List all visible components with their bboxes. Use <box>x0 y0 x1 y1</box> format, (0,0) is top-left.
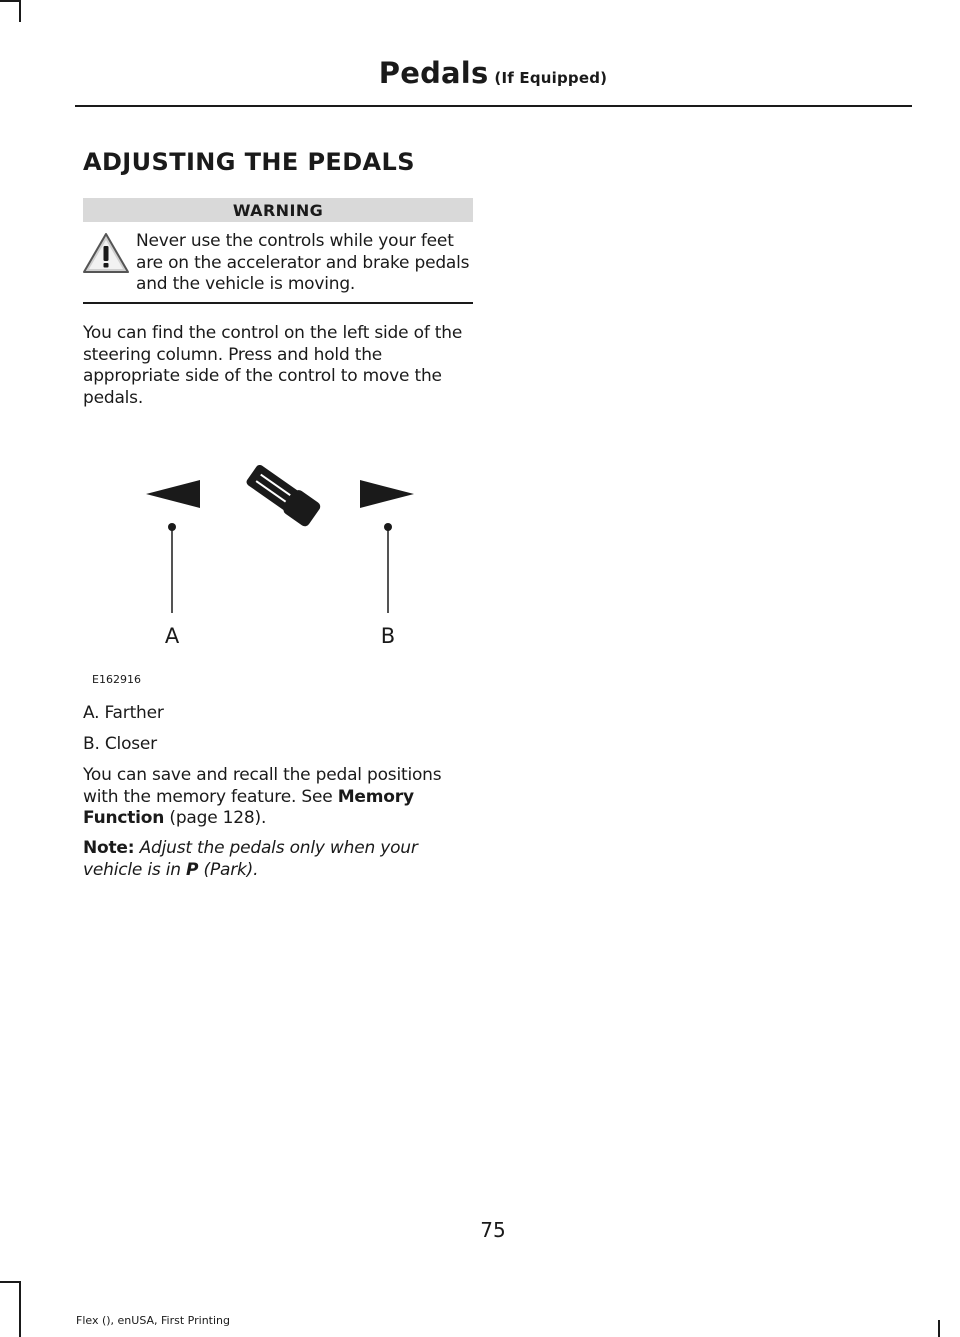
warning-label: WARNING <box>83 198 473 222</box>
memory-paragraph <box>83 765 475 830</box>
crop-mark <box>938 1320 940 1337</box>
memory-page-ref: (page 128). <box>164 808 267 828</box>
note-gear: P <box>186 859 199 880</box>
note-label: Note: <box>83 838 135 858</box>
crop-mark <box>19 0 21 22</box>
header-title: Pedals <box>378 56 489 90</box>
note-paragraph <box>83 838 475 881</box>
legend-item-b: B. Closer <box>83 734 157 754</box>
footer-text: Flex (), enUSA, First Printing <box>76 1314 230 1327</box>
page-number: 75 <box>480 1218 506 1242</box>
intro-paragraph: You can find the control on the left side of the steering column. Press and hold the appropriate side of the control to move the pedals. <box>83 323 463 408</box>
figure-code: E162916 <box>92 673 141 686</box>
warning-triangle-icon <box>81 231 131 275</box>
pedal-control-illustration <box>83 455 473 695</box>
note-text-end: (Park). <box>198 859 259 880</box>
memory-text: You can save and recall the pedal positions with the memory feature. See <box>83 765 442 807</box>
callout-label-a: A <box>164 624 180 648</box>
note-text: Adjust the pedals only when your vehicle is in <box>83 838 418 880</box>
arrow-left-icon <box>146 480 200 508</box>
warning-text: Never use the controls while your feet are on the accelerator and brake pedals and the vehicle is moving. <box>136 231 470 294</box>
arrow-right-icon <box>360 480 414 508</box>
section-title: ADJUSTING THE PEDALS <box>83 148 415 176</box>
warning-rule <box>83 302 473 304</box>
header-rule <box>75 105 912 107</box>
callout-line-b <box>384 523 392 613</box>
pedal-icon <box>244 462 322 529</box>
memory-function-link[interactable]: Memory Function <box>83 786 414 828</box>
header-subtitle: (If Equipped) <box>494 69 608 87</box>
crop-mark <box>0 1281 21 1283</box>
callout-label-b: B <box>380 624 396 648</box>
crop-mark <box>19 1281 21 1337</box>
crop-mark <box>0 0 21 2</box>
running-header <box>0 56 960 90</box>
callout-line-a <box>168 523 176 613</box>
legend-item-a: A. Farther <box>83 703 164 723</box>
